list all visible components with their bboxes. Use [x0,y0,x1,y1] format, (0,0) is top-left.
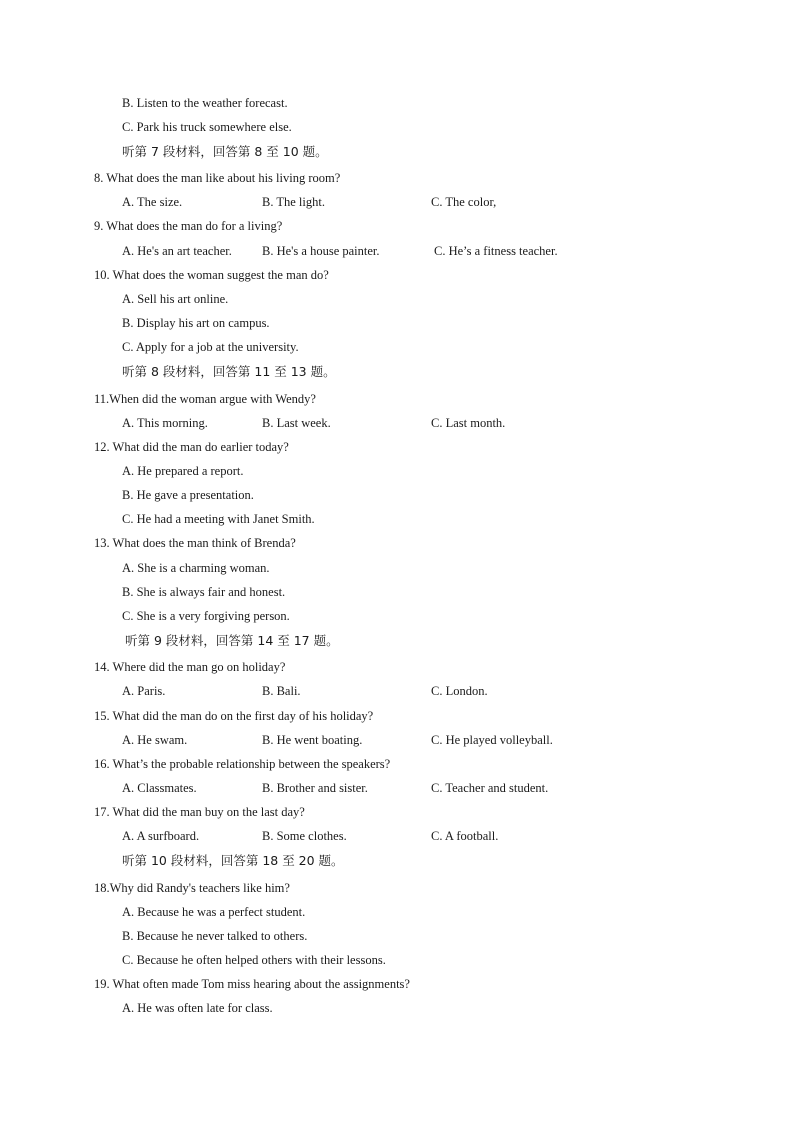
option-c: C. He played volleyball. [431,733,553,747]
option-a: A. A surfboard. [122,829,200,843]
question-text: 14. Where did the man go on holiday? [94,660,286,674]
question-text: 11.When did the woman argue with Wendy? [94,392,316,406]
option-c: C. The color, [431,195,497,209]
question-text: 13. What does the man think of Brenda? [94,536,296,550]
option-c: C. London. [431,684,488,698]
question-text: 17. What did the man buy on the last day? [94,805,305,819]
option-text: B. Listen to the weather forecast. [122,96,288,110]
option-b: B. Some clothes. [262,829,347,843]
option-text: A. Sell his art online. [122,292,229,306]
option-b: B. He's a house painter. [262,244,380,258]
option-b: B. Brother and sister. [262,781,368,795]
option-c: C. Last month. [431,416,506,430]
question-text: 12. What did the man do earlier today? [94,440,289,454]
option-a: A. This morning. [122,416,208,430]
option-text: C. Apply for a job at the university. [122,340,299,354]
option-c: C. A football. [431,829,499,843]
option-a: A. The size. [122,195,183,209]
question-text: 9. What does the man do for a living? [94,219,283,233]
option-c: C. He’s a fitness teacher. [434,244,558,258]
section-instruction: 听第 8 段材料，回答第 11 至 13 题。 [122,364,336,379]
option-text: A. She is a charming woman. [122,561,270,575]
option-text: B. Because he never talked to others. [122,929,308,943]
question-text: 15. What did the man do on the first day of his holiday? [94,709,374,723]
question-text: 16. What’s the probable relationship between the speakers? [94,757,391,771]
question-text: 18.Why did Randy's teachers like him? [94,881,290,895]
section-instruction: 听第 9 段材料，回答第 14 至 17 题。 [125,633,339,648]
option-b: B. He went boating. [262,733,363,747]
option-c: C. Teacher and student. [431,781,549,795]
option-text: C. He had a meeting with Janet Smith. [122,512,315,526]
section-instruction: 听第 7 段材料，回答第 8 至 10 题。 [122,144,328,159]
option-a: A. He swam. [122,733,188,747]
option-a: A. He's an art teacher. [122,244,232,258]
option-text: B. He gave a presentation. [122,488,254,502]
question-text: 8. What does the man like about his living room? [94,171,341,185]
option-a: A. Paris. [122,684,166,698]
option-text: A. Because he was a perfect student. [122,905,306,919]
option-a: A. Classmates. [122,781,197,795]
option-text: B. Display his art on campus. [122,316,270,330]
option-text: A. He was often late for class. [122,1001,273,1015]
question-text: 10. What does the woman suggest the man do? [94,268,329,282]
option-b: B. The light. [262,195,325,209]
option-text: C. Park his truck somewhere else. [122,120,292,134]
option-text: B. She is always fair and honest. [122,585,286,599]
option-b: B. Last week. [262,416,331,430]
option-text: C. She is a very forgiving person. [122,609,290,623]
question-text: 19. What often made Tom miss hearing about the assignments? [94,977,410,991]
option-text: C. Because he often helped others with their lessons. [122,953,386,967]
option-b: B. Bali. [262,684,301,698]
section-instruction: 听第 10 段材料，回答第 18 至 20 题。 [122,853,344,868]
option-text: A. He prepared a report. [122,464,244,478]
